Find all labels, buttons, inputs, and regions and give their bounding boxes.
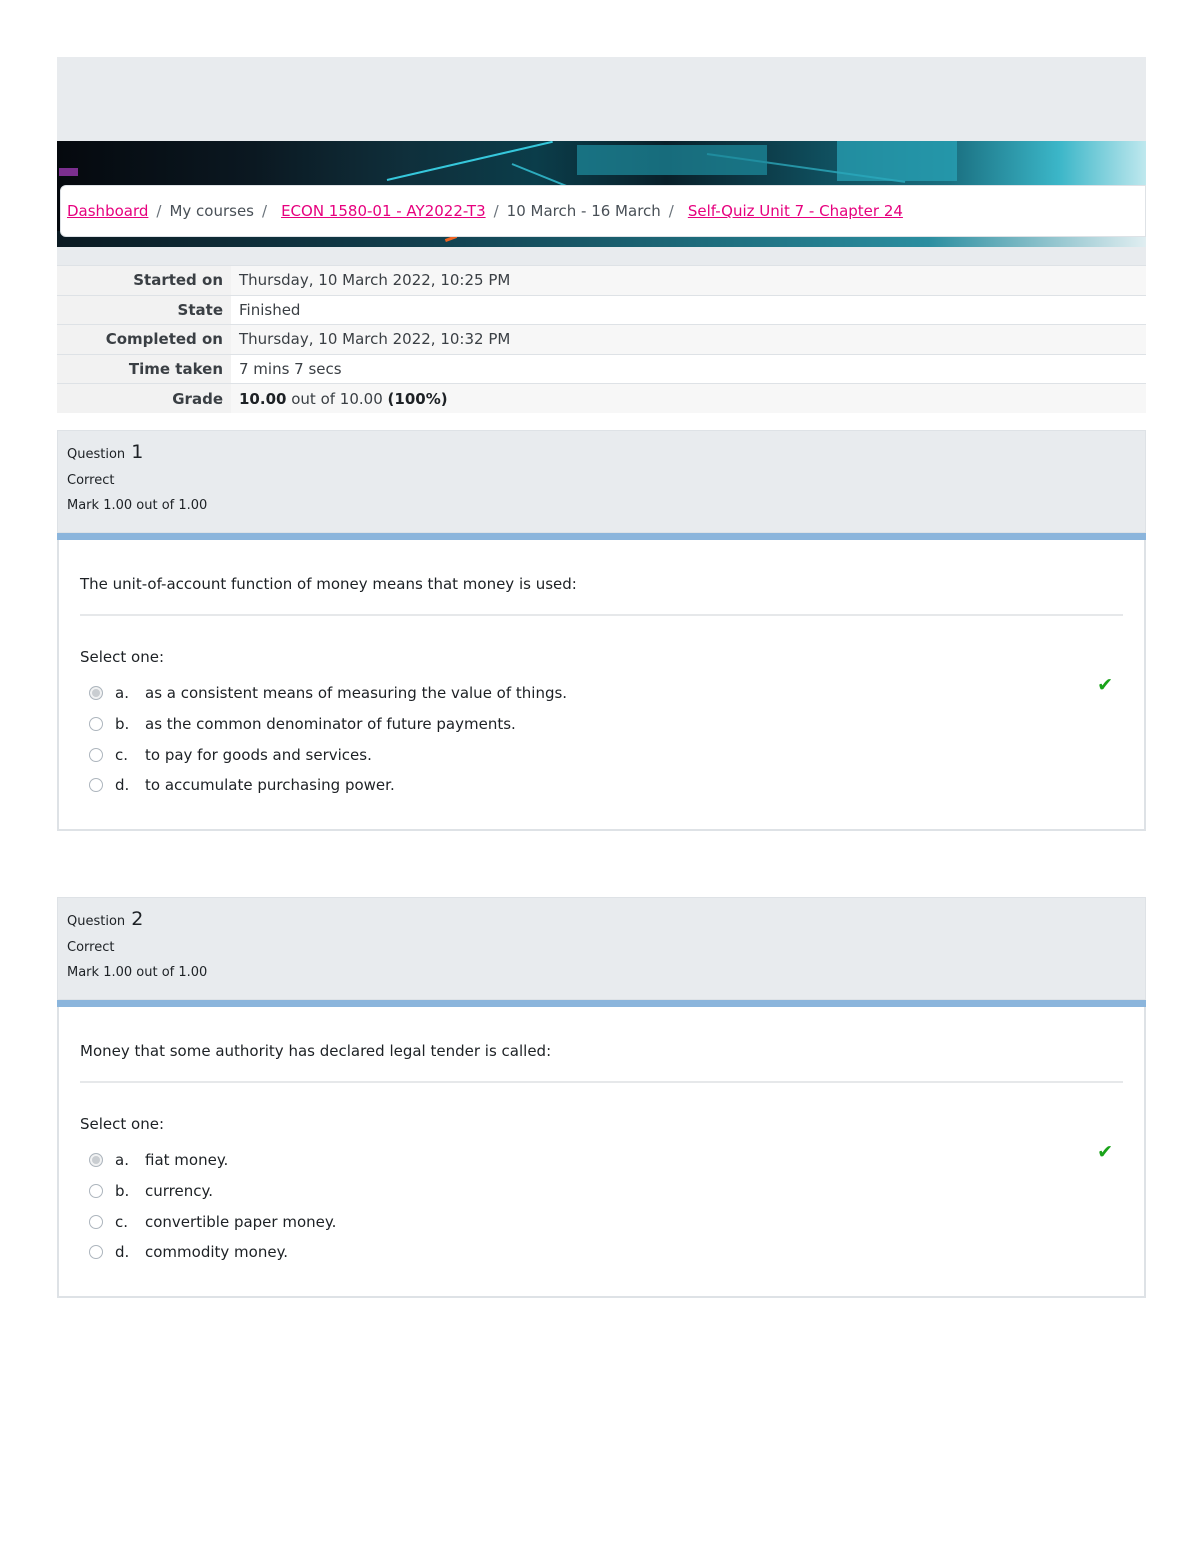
answer-text: as the common denominator of future payments.: [145, 715, 516, 734]
answer-option[interactable]: [89, 709, 567, 740]
answer-letter: c.: [115, 1212, 129, 1231]
select-prompt: Select one:: [80, 648, 165, 666]
grade-value: [231, 384, 1146, 414]
summary-row: [57, 384, 1146, 414]
breadcrumb-week: 10 March - 16 March: [506, 202, 661, 220]
answer-list: [89, 678, 567, 801]
summary-value: Finished: [231, 295, 1146, 325]
question-status: Correct: [67, 940, 115, 955]
question-bar: [57, 1000, 1146, 1007]
summary-value: Thursday, 10 March 2022, 10:25 PM: [231, 266, 1146, 296]
breadcrumb-separator: /: [262, 202, 268, 220]
question-status: Correct: [67, 473, 115, 488]
summary-label: Started on: [57, 266, 231, 296]
answer-option[interactable]: [89, 678, 567, 709]
radio-button[interactable]: [89, 1184, 103, 1198]
summary-value: Thursday, 10 March 2022, 10:32 PM: [231, 325, 1146, 355]
radio-button[interactable]: [89, 778, 103, 792]
summary-row: [57, 295, 1146, 325]
question-info: [57, 430, 1146, 533]
summary-label: Grade: [57, 384, 231, 414]
answer-letter: a.: [115, 684, 129, 703]
answer-letter: d.: [115, 776, 130, 795]
breadcrumb-separator: /: [156, 202, 162, 220]
question-block: [57, 897, 1146, 1298]
course-banner: [57, 141, 1146, 247]
radio-button[interactable]: [89, 1215, 103, 1229]
question-text: Money that some authority has declared legal tender is called:: [80, 1042, 552, 1060]
check-icon: ✔: [1097, 674, 1113, 696]
radio-button[interactable]: [89, 686, 103, 700]
grade-percent: (100%): [387, 389, 448, 408]
breadcrumb-course-link[interactable]: ECON 1580-01 - AY2022-T3: [281, 202, 486, 220]
breadcrumb-dashboard-link[interactable]: Dashboard: [67, 202, 149, 220]
question-label: Question: [67, 447, 126, 462]
answer-text: currency.: [145, 1182, 213, 1201]
question-mark: Mark 1.00 out of 1.00: [67, 965, 208, 980]
question-mark: Mark 1.00 out of 1.00: [67, 498, 208, 513]
summary-row: [57, 266, 1146, 296]
breadcrumb: [60, 185, 1146, 237]
breadcrumb-separator: /: [493, 202, 499, 220]
answer-list: [89, 1145, 336, 1268]
question-number: [67, 908, 1136, 930]
answer-option[interactable]: [89, 1206, 336, 1237]
radio-button[interactable]: [89, 1245, 103, 1259]
question-number-value: 1: [131, 441, 144, 463]
question-number-value: 2: [131, 908, 144, 930]
check-icon: ✔: [1097, 1141, 1113, 1163]
grade-total: out of 10.00: [291, 389, 383, 408]
question-bar: [57, 533, 1146, 540]
answer-text: to pay for goods and services.: [145, 745, 372, 764]
summary-row: [57, 325, 1146, 355]
radio-button[interactable]: [89, 748, 103, 762]
question-divider: [80, 614, 1123, 616]
top-spacer: [57, 57, 1146, 141]
summary-row: [57, 354, 1146, 384]
question-text: The unit-of-account function of money means that money is used:: [80, 575, 577, 593]
answer-text: convertible paper money.: [145, 1212, 337, 1231]
attempt-summary: [57, 265, 1146, 413]
breadcrumb-separator: /: [668, 202, 674, 220]
question-block: [57, 430, 1146, 831]
page: [57, 57, 1146, 413]
answer-option[interactable]: [89, 739, 567, 770]
summary-value: 7 mins 7 secs: [231, 354, 1146, 384]
radio-button[interactable]: [89, 717, 103, 731]
banner-mark: [59, 168, 78, 176]
banner-pattern: [577, 145, 767, 175]
answer-text: to accumulate purchasing power.: [145, 776, 395, 795]
summary-label: State: [57, 295, 231, 325]
radio-button[interactable]: [89, 1153, 103, 1167]
answer-letter: d.: [115, 1243, 130, 1262]
question-content: [57, 1007, 1146, 1298]
answer-text: commodity money.: [145, 1243, 289, 1262]
question-content: [57, 540, 1146, 831]
answer-letter: c.: [115, 745, 129, 764]
question-label: Question: [67, 914, 126, 929]
breadcrumb-my-courses: My courses: [169, 202, 254, 220]
question-number: [67, 441, 1136, 463]
answer-text: fiat money.: [145, 1151, 229, 1170]
answer-letter: a.: [115, 1151, 129, 1170]
answer-option[interactable]: [89, 770, 567, 801]
answer-option[interactable]: [89, 1237, 336, 1268]
question-info: [57, 897, 1146, 1000]
summary-label: Time taken: [57, 354, 231, 384]
banner-streak: [387, 141, 553, 181]
grade-score: 10.00: [239, 389, 287, 408]
answer-option[interactable]: [89, 1176, 336, 1207]
answer-letter: b.: [115, 715, 130, 734]
select-prompt: Select one:: [80, 1115, 165, 1133]
breadcrumb-quiz-link[interactable]: Self-Quiz Unit 7 - Chapter 24: [687, 202, 903, 220]
summary-label: Completed on: [57, 325, 231, 355]
answer-letter: b.: [115, 1182, 130, 1201]
answer-text: as a consistent means of measuring the value of things.: [145, 684, 568, 703]
banner-spacer: [57, 247, 1146, 265]
answer-option[interactable]: [89, 1145, 336, 1176]
banner-pattern: [837, 141, 957, 181]
question-divider: [80, 1081, 1123, 1083]
